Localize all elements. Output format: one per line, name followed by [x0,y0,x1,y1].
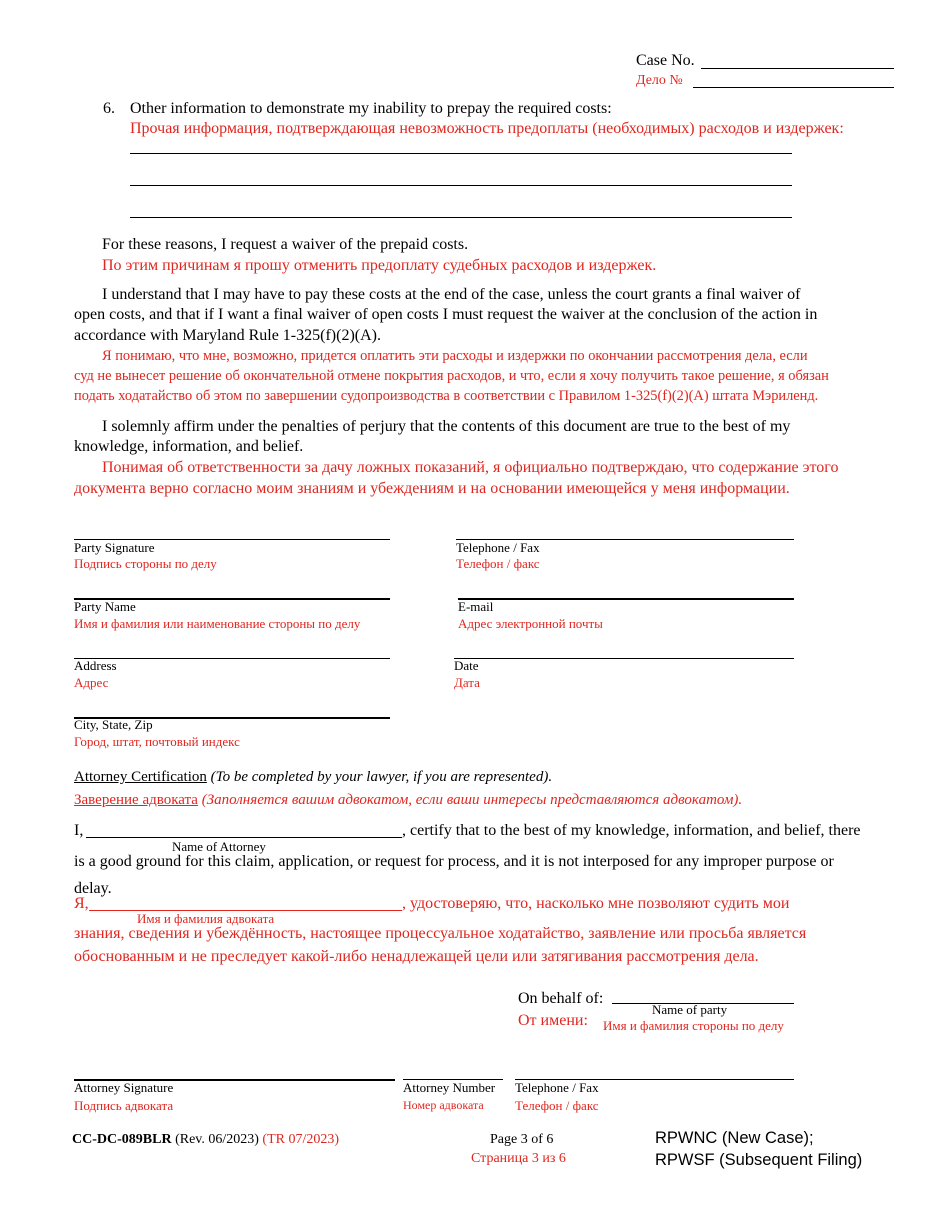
city-label-ru: Город, штат, почтовый индекс [74,734,240,749]
footer-form-id: CC-DC-089BLR [72,1132,172,1147]
date-label-ru: Дата [454,675,480,690]
telephone-fax-label-ru: Телефон / факс [456,556,540,571]
item6-text: Other information to demonstrate my inability to prepay the required costs: [130,100,612,117]
understand-line-1: I understand that I may have to pay these costs at the end of the case, unless the court grants a final waiver of [102,286,801,303]
footer-code-1: RPWNC (New Case); [655,1129,814,1147]
address-label-ru: Адрес [74,675,109,690]
understand-line-3: accordance with Maryland Rule 1-325(f)(2)(A). [74,327,381,344]
address-line[interactable] [74,658,390,659]
understand-ru-3: подать ходатайство об этом по завершении судопроизводства в соответствии с Правилом 1-325(f)(2)(A) штата Мэриленд. [74,388,819,404]
case-no-field[interactable] [701,68,894,69]
footer-tr: (TR 07/2023) [262,1132,340,1147]
attorney-name-line[interactable] [86,837,402,838]
case-no-label-ru: Дело № [636,73,683,88]
other-info-line-3[interactable] [130,217,792,218]
party-name-label: Party Name [74,599,136,614]
case-no-label: Case No. [636,52,695,69]
party-name-label-behalf-ru: Имя и фамилия стороны по делу [603,1018,784,1033]
other-info-line-2[interactable] [130,185,792,186]
attorney-name-label: Name of Attorney [172,839,266,854]
party-name-label-ru: Имя и фамилия или наименование стороны по делу [74,616,361,631]
party-signature-label-ru: Подпись стороны по делу [74,556,217,571]
email-line[interactable] [458,598,794,600]
item6-text-ru: Прочая информация, подтверждающая невозможность предоплаты (необходимых) расходов и издержек: [130,120,844,137]
attorney-certify-text: , certify that to the best of my knowledge, information, and belief, there [402,822,861,839]
telephone-fax-label: Telephone / Fax [456,540,540,555]
email-label-ru: Адрес электронной почты [458,616,603,631]
affirm-ru-1: Понимая об ответственности за дачу ложных показаний, я официально подтверждаю, что содержание этого [102,459,839,476]
address-label: Address [74,658,117,673]
on-behalf-label-ru: От имени: [518,1012,588,1029]
attorney-cert-heading [74,769,552,786]
attorney-number-label: Attorney Number [403,1080,496,1095]
attorney-cert-line-2: is a good ground for this claim, application, or request for process, and it is not interposed for any improper purpose or [74,853,834,870]
affirm-line-2: knowledge, information, and belief. [74,438,304,455]
attorney-cert-title: Attorney Certification [74,769,207,785]
attorney-cert-note: (To be completed by your lawyer, if you are represented). [210,769,553,785]
attorney-cert-ru-2: знания, сведения и убеждённость, настоящее процессуальное ходатайство, заявление или просьба является [74,925,807,942]
request-text: For these reasons, I request a waiver of the prepaid costs. [102,236,469,253]
footer-form-id-block [72,1132,339,1148]
item6-number: 6. [103,100,115,117]
understand-line-2: open costs, and that if I want a final waiver of open costs I must request the waiver at the conclusion of the action in [74,306,818,323]
attorney-signature-label: Attorney Signature [74,1080,174,1095]
attorney-phone-label: Telephone / Fax [515,1080,599,1095]
attorney-cert-line-3: delay. [74,880,112,897]
request-text-ru: По этим причинам я прошу отменить предоплату судебных расходов и издержек. [102,257,657,274]
attorney-number-label-ru: Номер адвоката [403,1098,484,1112]
affirm-ru-2: документа верно согласно моим знаниям и убеждениям и на основании имеющейся у меня информации. [74,480,790,497]
party-signature-label: Party Signature [74,540,155,555]
attorney-phone-label-ru: Телефон / факс [515,1098,599,1113]
date-line[interactable] [454,658,794,659]
attorney-cert-ru-3: обоснованным и не преследует какой-либо ненадлежащей цели или затягивания рассмотрения дела. [74,948,759,965]
city-label: City, State, Zip [74,717,153,732]
attorney-name-label-ru: Имя и фамилия адвоката [137,911,275,926]
attorney-certify-ru: , удостоверяю, что, насколько мне позволяют судить мои [402,895,790,912]
other-info-line-1[interactable] [130,153,792,154]
attorney-cert-title-ru: Заверение адвоката [74,792,198,808]
understand-ru-2: суд не вынесет решение об окончательной отмене покрытия расходов, и что, если я хочу получить такое решение, я обязан [74,368,829,384]
on-behalf-label: On behalf of: [518,990,604,1007]
attorney-i-prefix-ru: Я, [74,895,89,912]
footer-rev: (Rev. 06/2023) [175,1132,259,1147]
footer-code-2: RPWSF (Subsequent Filing) [655,1151,863,1169]
attorney-i-prefix: I, [74,822,84,839]
attorney-cert-heading-ru [74,792,742,809]
attorney-cert-note-ru: (Заполняется вашим адвокатом, если ваши интересы представляются адвокатом). [201,792,743,808]
footer-page: Page 3 of 6 [490,1132,554,1147]
email-label: E-mail [458,599,494,614]
case-no-field-ru [693,87,894,88]
affirm-line-1: I solemnly affirm under the penalties of perjury that the contents of this document are true to the best of my [102,418,791,435]
date-label: Date [454,658,479,673]
understand-ru-1: Я понимаю, что мне, возможно, придется оплатить эти расходы и издержки по окончании рассмотрения дела, если [102,348,808,364]
party-name-label-behalf: Name of party [652,1002,728,1017]
footer-page-ru: Страница 3 из 6 [471,1151,566,1166]
attorney-signature-label-ru: Подпись адвоката [74,1098,174,1113]
